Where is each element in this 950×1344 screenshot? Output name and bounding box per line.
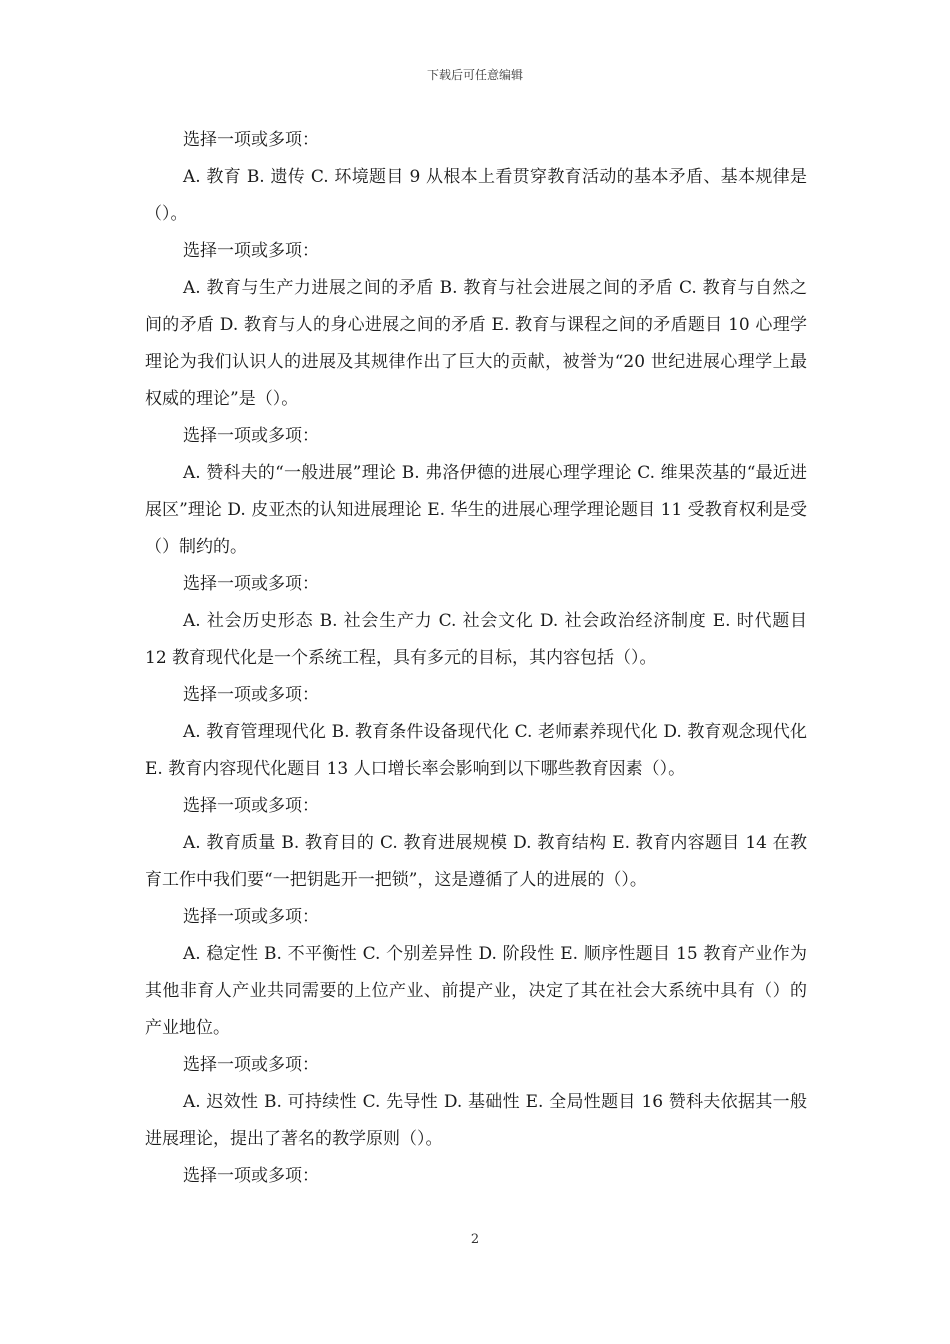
paragraph: 选择一项或多项： <box>183 130 319 150</box>
page-header: 下载后可任意编辑 <box>426 68 523 82</box>
paragraph: A. 教育与生产力进展之间的矛盾 B. 教育与社会进展之间的矛盾 C. 教育与自然之间的矛盾 D. 教育与人的身心进展之间的矛盾 E. 教育与课程之间的矛盾题目 10 心理学理论为我们认识人的进展及其规律作出了巨大的贡献，被誉为“20 世纪进展心理学上最权威的理论”是（）。 <box>145 278 807 409</box>
paragraph: 选择一项或多项： <box>183 685 319 705</box>
document-body <box>145 122 807 1195</box>
paragraph: A. 教育 B. 遗传 C. 环境题目 9 从根本上看贯穿教育活动的基本矛盾、基本规律是（）。 <box>145 167 807 224</box>
paragraph: A. 稳定性 B. 不平衡性 C. 个别差异性 D. 阶段性 E. 顺序性题目 15 教育产业作为其他非育人产业共同需要的上位产业、前提产业，决定了其在社会大系统中具有（）的产业地位。 <box>145 944 807 1038</box>
paragraph: A. 教育管理现代化 B. 教育条件设备现代化 C. 老师素养现代化 D. 教育观念现代化 E. 教育内容现代化题目 13 人口增长率会影响到以下哪些教育因素（）。 <box>145 722 807 779</box>
paragraph: 选择一项或多项： <box>183 574 319 594</box>
paragraph: 选择一项或多项： <box>183 907 319 927</box>
paragraph: 选择一项或多项： <box>183 426 319 446</box>
paragraph: A. 教育质量 B. 教育目的 C. 教育进展规模 D. 教育结构 E. 教育内容题目 14 在教育工作中我们要“一把钥匙开一把锁”，这是遵循了人的进展的（）。 <box>145 833 807 890</box>
paragraph: 选择一项或多项： <box>183 241 319 261</box>
paragraph: A. 社会历史形态 B. 社会生产力 C. 社会文化 D. 社会政治经济制度 E. 时代题目 12 教育现代化是一个系统工程，具有多元的目标，其内容包括（）。 <box>145 611 807 668</box>
paragraph: 选择一项或多项： <box>183 1055 319 1075</box>
paragraph: A. 赞科夫的“一般进展”理论 B. 弗洛伊德的进展心理学理论 C. 维果茨基的“最近进展区”理论 D. 皮亚杰的认知进展理论 E. 华生的进展心理学理论题目 11 受教育权利是受（）制约的。 <box>145 463 807 557</box>
paragraph: A. 迟效性 B. 可持续性 C. 先导性 D. 基础性 E. 全局性题目 16 赞科夫依据其一般进展理论，提出了著名的教学原则（）。 <box>145 1092 807 1149</box>
page-number: 2 <box>470 1232 480 1247</box>
paragraph: 选择一项或多项： <box>183 796 319 816</box>
paragraph: 选择一项或多项： <box>183 1166 319 1186</box>
